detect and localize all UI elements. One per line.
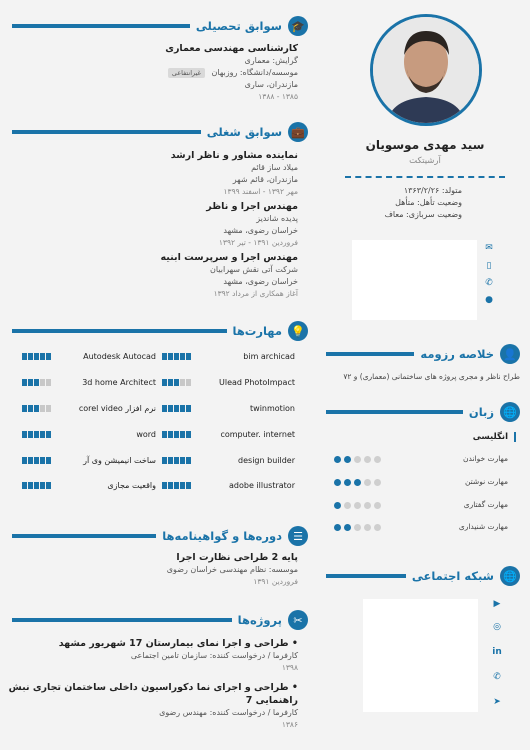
skill-level-bars xyxy=(162,379,191,386)
location: مازندران، ساری xyxy=(244,80,298,89)
education-entry xyxy=(8,42,298,103)
summary-title: خلاصه رزومه xyxy=(420,347,494,361)
skill-bar-segment xyxy=(180,457,185,464)
section-divider xyxy=(326,410,463,414)
skill-bar-segment xyxy=(40,405,45,412)
skill-bar-segment xyxy=(34,457,39,464)
email-icon[interactable]: ✉ xyxy=(485,243,493,253)
skill-bar-segment xyxy=(186,482,191,489)
job-company: پدیده شاندیز xyxy=(256,214,298,223)
skill-bar-segment xyxy=(174,457,179,464)
list-icon: ☰ xyxy=(288,526,308,546)
job-company: میلاد ساز قائم xyxy=(251,163,298,172)
skill-level-bars xyxy=(162,431,191,438)
skill-bar-segment xyxy=(180,379,185,386)
lang-skill-dots xyxy=(334,502,381,509)
job-title: آرشیتکت xyxy=(409,156,441,166)
education-title: سوابق تحصیلی xyxy=(195,19,282,33)
job-dates: آغاز همکاری از مرداد ۱۳۹۲ xyxy=(213,289,298,298)
social-header xyxy=(326,565,520,587)
lang-level-dot xyxy=(354,479,361,486)
lang-skill-label: مهارت گفتاری xyxy=(463,500,508,509)
work-title: سوابق شغلی xyxy=(206,125,282,139)
lang-skill-dots xyxy=(334,456,381,463)
job-dates: مهر ۱۳۹۲ - اسفند ۱۳۹۹ xyxy=(223,187,298,196)
project-year: ۱۳۹۸ xyxy=(281,663,298,672)
birth-date: متولد: ۱۳۶۳/۲/۲۶ xyxy=(403,186,462,195)
skill-name: bim archicad xyxy=(243,352,295,361)
lang-level-dot xyxy=(344,502,351,509)
skill-bar-segment xyxy=(22,353,27,360)
skill-bar-segment xyxy=(168,353,173,360)
profile-divider xyxy=(345,176,505,178)
skill-bar-segment xyxy=(28,379,33,386)
skill-name: Ulead PhotoImpact xyxy=(218,378,295,387)
skill-bar-segment xyxy=(28,457,33,464)
education-header xyxy=(12,15,308,37)
project-name: • طراحی و اجرا نمای بیمارستان 17 شهریور مشهد xyxy=(58,638,298,649)
lang-level-dot xyxy=(364,479,371,486)
lang-level-dot xyxy=(344,479,351,486)
briefcase-icon: 💼 xyxy=(288,122,308,142)
courses-header xyxy=(12,525,308,547)
skill-bar-segment xyxy=(40,457,45,464)
lang-level-dot xyxy=(364,456,371,463)
lang-level-dot xyxy=(374,502,381,509)
skill-bar-segment xyxy=(180,353,185,360)
skill-level-bars xyxy=(22,379,51,386)
skill-bar-segment xyxy=(162,431,167,438)
lang-level-dot xyxy=(364,524,371,531)
skill-bar-segment xyxy=(46,353,51,360)
skill-level-bars xyxy=(22,353,51,360)
skill-level-bars xyxy=(22,457,51,464)
job-location: خراسان رضوی، مشهد xyxy=(223,226,298,235)
project-entry xyxy=(0,681,298,731)
lang-level-dot xyxy=(354,524,361,531)
military-status: وضعیت سربازی: معاف xyxy=(384,210,462,219)
marital-status: وضعیت تأهل: متأهل xyxy=(395,198,462,207)
contact-box xyxy=(352,240,477,320)
skill-bar-segment xyxy=(22,431,27,438)
degree: کارشناسی مهندسی معماری xyxy=(165,43,298,54)
language-header xyxy=(326,401,520,423)
skill-bar-segment xyxy=(34,353,39,360)
whatsapp-icon[interactable]: ✆ xyxy=(493,672,501,682)
summary-text: طراح ناظر و مجری پروژه های ساختمانی (معماری) و ۷۲ xyxy=(343,372,520,381)
skill-bar-segment xyxy=(186,405,191,412)
phone-icon[interactable]: ✆ xyxy=(485,278,493,288)
skill-name: Autodesk Autocad xyxy=(83,352,156,361)
lang-level-dot xyxy=(374,524,381,531)
lang-level-dot xyxy=(334,524,341,531)
job-role: نماینده مشاور و ناظر ارشد xyxy=(170,150,298,161)
lang-skill-label: مهارت خواندن xyxy=(463,454,508,463)
course-name: پایه 2 طراحی نظارت اجرا xyxy=(176,552,298,563)
job-role: مهندس اجرا و سرپرست ابنیه xyxy=(160,252,298,263)
skill-bar-segment xyxy=(34,482,39,489)
job-entry xyxy=(8,149,298,198)
skill-bar-segment xyxy=(180,482,185,489)
tools-icon: ✂ xyxy=(288,610,308,630)
youtube-icon[interactable]: ▶ xyxy=(493,599,501,609)
skill-level-bars xyxy=(22,431,51,438)
skill-level-bars xyxy=(162,457,191,464)
skill-bar-segment xyxy=(40,431,45,438)
skill-bar-segment xyxy=(180,405,185,412)
skill-bar-segment xyxy=(186,431,191,438)
lang-level-dot xyxy=(354,456,361,463)
project-entry xyxy=(0,637,298,674)
field: گرایش: معماری xyxy=(244,56,298,65)
lang-skill-dots xyxy=(334,524,381,531)
social-title: شبکه اجتماعی xyxy=(411,569,494,583)
courses-title: دوره‌ها و گواهینامه‌ها xyxy=(162,529,282,543)
project-client: کارفرما / درخواست کننده: سازمان تامین اجتماعی xyxy=(130,651,298,660)
section-divider xyxy=(12,329,227,333)
job-entry xyxy=(8,200,298,249)
lang-level-dot xyxy=(364,502,371,509)
skill-bar-segment xyxy=(174,405,179,412)
skills-header xyxy=(12,320,308,342)
skill-bar-segment xyxy=(162,457,167,464)
skill-bar-segment xyxy=(22,457,27,464)
globe-icon: 🌐 xyxy=(500,566,520,586)
mobile-icon[interactable]: ▯ xyxy=(486,261,492,271)
lang-level-dot xyxy=(344,456,351,463)
skill-bar-segment xyxy=(28,482,33,489)
section-divider xyxy=(12,130,201,134)
skill-bar-segment xyxy=(40,353,45,360)
skill-level-bars xyxy=(22,405,51,412)
skill-bar-segment xyxy=(28,353,33,360)
skill-name: twinmotion xyxy=(250,404,295,413)
skill-name: computer. internet xyxy=(220,430,295,439)
lang-level-dot xyxy=(344,524,351,531)
skill-bar-segment xyxy=(186,379,191,386)
lang-skill-label: مهارت شنیداری xyxy=(458,522,508,531)
skill-bar-segment xyxy=(174,353,179,360)
project-client: کارفرما / درخواست کننده: مهندس رضوی xyxy=(159,708,298,717)
section-divider xyxy=(12,618,232,622)
skill-bar-segment xyxy=(40,379,45,386)
skill-bar-segment xyxy=(186,353,191,360)
skill-bar-segment xyxy=(46,379,51,386)
globe-icon: 🌐 xyxy=(500,402,520,422)
skill-bar-segment xyxy=(34,405,39,412)
lightbulb-icon: 💡 xyxy=(288,321,308,341)
lang-level-dot xyxy=(374,479,381,486)
location-icon[interactable]: ● xyxy=(485,295,493,305)
institute: موسسه/دانشگاه: روزبهان xyxy=(211,68,298,77)
skill-bar-segment xyxy=(168,431,173,438)
skills-title: مهارت‌ها xyxy=(232,324,282,338)
institute-row xyxy=(8,67,298,79)
skill-name: نرم افزار corel video xyxy=(78,404,156,413)
skill-bar-segment xyxy=(162,353,167,360)
skill-bar-segment xyxy=(162,379,167,386)
skill-bar-segment xyxy=(46,405,51,412)
lang-skill-dots xyxy=(334,479,381,486)
instagram-icon[interactable]: ◎ xyxy=(493,622,501,632)
skill-bar-segment xyxy=(180,431,185,438)
avatar xyxy=(370,14,482,126)
section-divider xyxy=(326,352,414,356)
skill-level-bars xyxy=(162,482,191,489)
user-icon: 👤 xyxy=(500,344,520,364)
skill-bar-segment xyxy=(46,482,51,489)
lang-skill-label: مهارت نوشتن xyxy=(464,477,508,486)
skill-bar-segment xyxy=(168,379,173,386)
skill-bar-segment xyxy=(168,405,173,412)
telegram-icon[interactable]: ➤ xyxy=(493,697,501,707)
section-divider xyxy=(12,24,190,28)
job-entry xyxy=(8,251,298,300)
skill-level-bars xyxy=(162,353,191,360)
skill-bar-segment xyxy=(28,431,33,438)
skill-bar-segment xyxy=(22,405,27,412)
skill-bar-segment xyxy=(162,405,167,412)
avatar-photo xyxy=(373,17,479,123)
project-year: ۱۳۸۶ xyxy=(281,720,298,729)
skill-bar-segment xyxy=(34,379,39,386)
skill-name: واقعیت مجازی xyxy=(107,481,156,490)
skill-name: adobe illustrator xyxy=(229,481,295,490)
skill-name: 3d home Architect xyxy=(82,378,156,387)
lang-level-dot xyxy=(334,456,341,463)
job-role: مهندس اجرا و ناظر xyxy=(206,201,298,212)
social-box xyxy=(363,599,478,712)
skill-bar-segment xyxy=(22,379,27,386)
projects-header xyxy=(12,609,308,631)
skill-name: ساخت انیمیشن وی آر xyxy=(83,456,156,465)
full-name: سید مهدی موسویان xyxy=(365,138,485,152)
summary-header xyxy=(326,343,520,365)
language-name: انگلیسی xyxy=(473,432,516,442)
skill-level-bars xyxy=(162,405,191,412)
work-header xyxy=(12,121,308,143)
skill-bar-segment xyxy=(174,482,179,489)
job-location: مازندران، قائم شهر xyxy=(232,175,298,184)
skill-name: word xyxy=(136,430,156,439)
skill-bar-segment xyxy=(46,431,51,438)
skill-level-bars xyxy=(22,482,51,489)
skill-bar-segment xyxy=(168,457,173,464)
course-entry xyxy=(8,551,298,588)
job-company: شرکت آتی نقش سهرابیان xyxy=(210,265,298,274)
course-org: موسسه: نظام مهندسی خراسان رضوی xyxy=(166,565,298,574)
linkedin-icon[interactable]: in xyxy=(492,647,502,657)
skill-bar-segment xyxy=(174,379,179,386)
skill-name: design builder xyxy=(238,456,295,465)
skill-bar-segment xyxy=(22,482,27,489)
skill-bar-segment xyxy=(40,482,45,489)
section-divider xyxy=(12,534,156,538)
skill-bar-segment xyxy=(186,457,191,464)
project-name: • طراحی و اجرای نما دکوراسیون داخلی ساختمان تجاری نبش راهنمایی 7 xyxy=(8,682,298,706)
skill-bar-segment xyxy=(174,431,179,438)
skill-bar-segment xyxy=(34,431,39,438)
skill-bar-segment xyxy=(46,457,51,464)
lang-level-dot xyxy=(354,502,361,509)
course-date: فروردین ۱۳۹۱ xyxy=(253,577,298,586)
section-divider xyxy=(326,574,406,578)
projects-title: پروژه‌ها xyxy=(237,613,282,627)
language-title: زبان xyxy=(468,405,494,419)
lang-level-dot xyxy=(334,502,341,509)
graduation-cap-icon: 🎓 xyxy=(288,16,308,36)
skill-bar-segment xyxy=(162,482,167,489)
job-dates: فروردین ۱۳۹۱ - تیر ۱۳۹۲ xyxy=(218,238,298,247)
dates: ۱۳۸۵ - ۱۳۸۸ xyxy=(258,92,298,101)
lang-level-dot xyxy=(374,456,381,463)
skill-bar-segment xyxy=(168,482,173,489)
job-location: خراسان رضوی، مشهد xyxy=(223,277,298,286)
institute-type-badge: غیرانتفاعی xyxy=(168,68,205,78)
skill-bar-segment xyxy=(28,405,33,412)
lang-level-dot xyxy=(334,479,341,486)
